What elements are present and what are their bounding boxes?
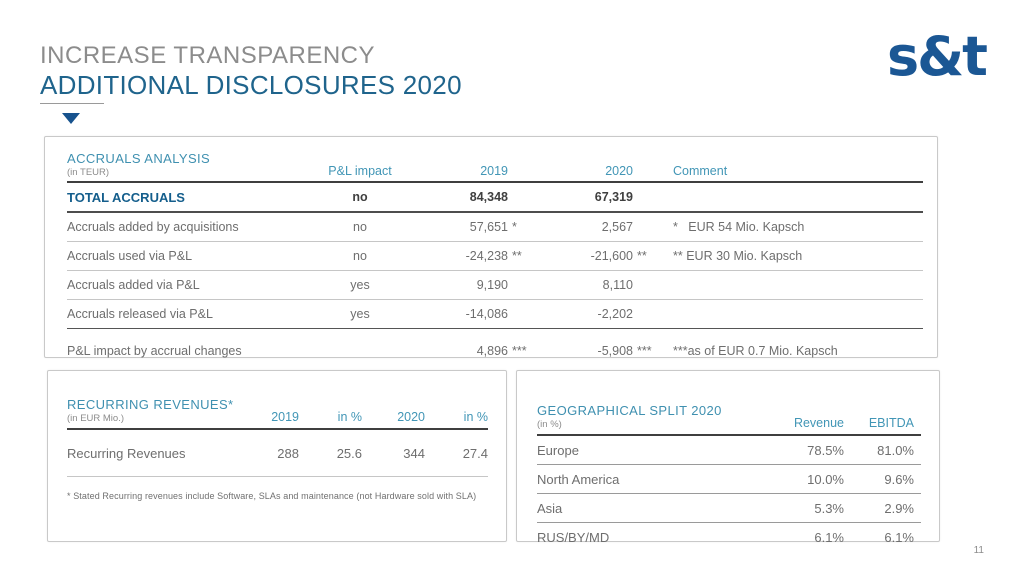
col-header-2020: 2020 [605,164,633,178]
geo-unit: (in %) [537,419,562,430]
geo-title-block [537,403,764,430]
col-header-comment: Comment [673,164,728,178]
title-underline [40,103,104,104]
table-row: North America 10.0% 9.6% [537,465,921,494]
accruals-analysis-panel [44,136,938,358]
geo-header-row [537,383,921,436]
snt-logo: s&t [886,25,986,88]
table-row: Accruals added via P&L yes 9,190 8,110 [67,271,923,300]
col-header-2019: 2019 [271,410,299,424]
col-header-pl-impact: P&L impact [328,164,392,178]
recurring-footnote: * Stated Recurring revenues include Software, SLAs and maintenance (not Hardware sold with SLA) [67,491,477,501]
triangle-down-icon [62,113,80,124]
page-title: ADDITIONAL DISCLOSURES 2020 [40,70,462,100]
table-row: RUS/BY/MD 6.1% 6.1% [537,529,914,545]
table-row: Europe 78.5% 81.0% [537,436,921,465]
geographical-split-panel [516,370,940,545]
title-subtitle: INCREASE TRANSPARENCY [40,42,376,69]
table-row: Accruals used via P&L no -24,238 ** -21,600 ** ** EUR 30 Mio. Kapsch [67,242,923,271]
page-number: 11 [973,545,984,556]
table-row: P&L impact by accrual changes 4,896 *** -5,908 *** ***as of EUR 0.7 Mio. Kapsch [67,344,838,358]
recurring-revenues-panel [47,370,507,542]
geo-title: GEOGRAPHICAL SPLIT 2020 [537,403,722,418]
recurring-header-row [67,383,488,430]
recurring-unit: (in EUR Mio.) [67,413,125,424]
table-row: Asia 5.3% 2.9% [537,494,921,523]
col-header-2020: 2020 [397,410,425,424]
table-row: Accruals released via P&L yes -14,086 -2,202 [67,300,923,329]
col-header-2019: 2019 [480,164,508,178]
accruals-title: ACCRUALS ANALYSIS [67,151,211,166]
recurring-title-block [67,397,236,424]
slide-title [40,42,462,100]
col-header-in-percent: in % [337,410,362,424]
table-row: Accruals added by acquisitions no 57,651 * 2,567 * EUR 54 Mio. Kapsch [67,213,923,242]
recurring-title: RECURRING REVENUES* [67,397,234,412]
accruals-unit: (in TEUR) [67,167,110,178]
table-row-total-accruals: TOTAL ACCRUALS no 84,348 67,319 [67,183,923,213]
accruals-header-row [67,147,923,183]
col-header-revenue: Revenue [793,416,844,430]
accruals-title-block [67,151,301,178]
table-row: Recurring Revenues 288 25.6 344 27.4 [67,430,488,477]
col-header-in-percent: in % [463,410,488,424]
col-header-ebitda: EBITDA [868,416,914,430]
